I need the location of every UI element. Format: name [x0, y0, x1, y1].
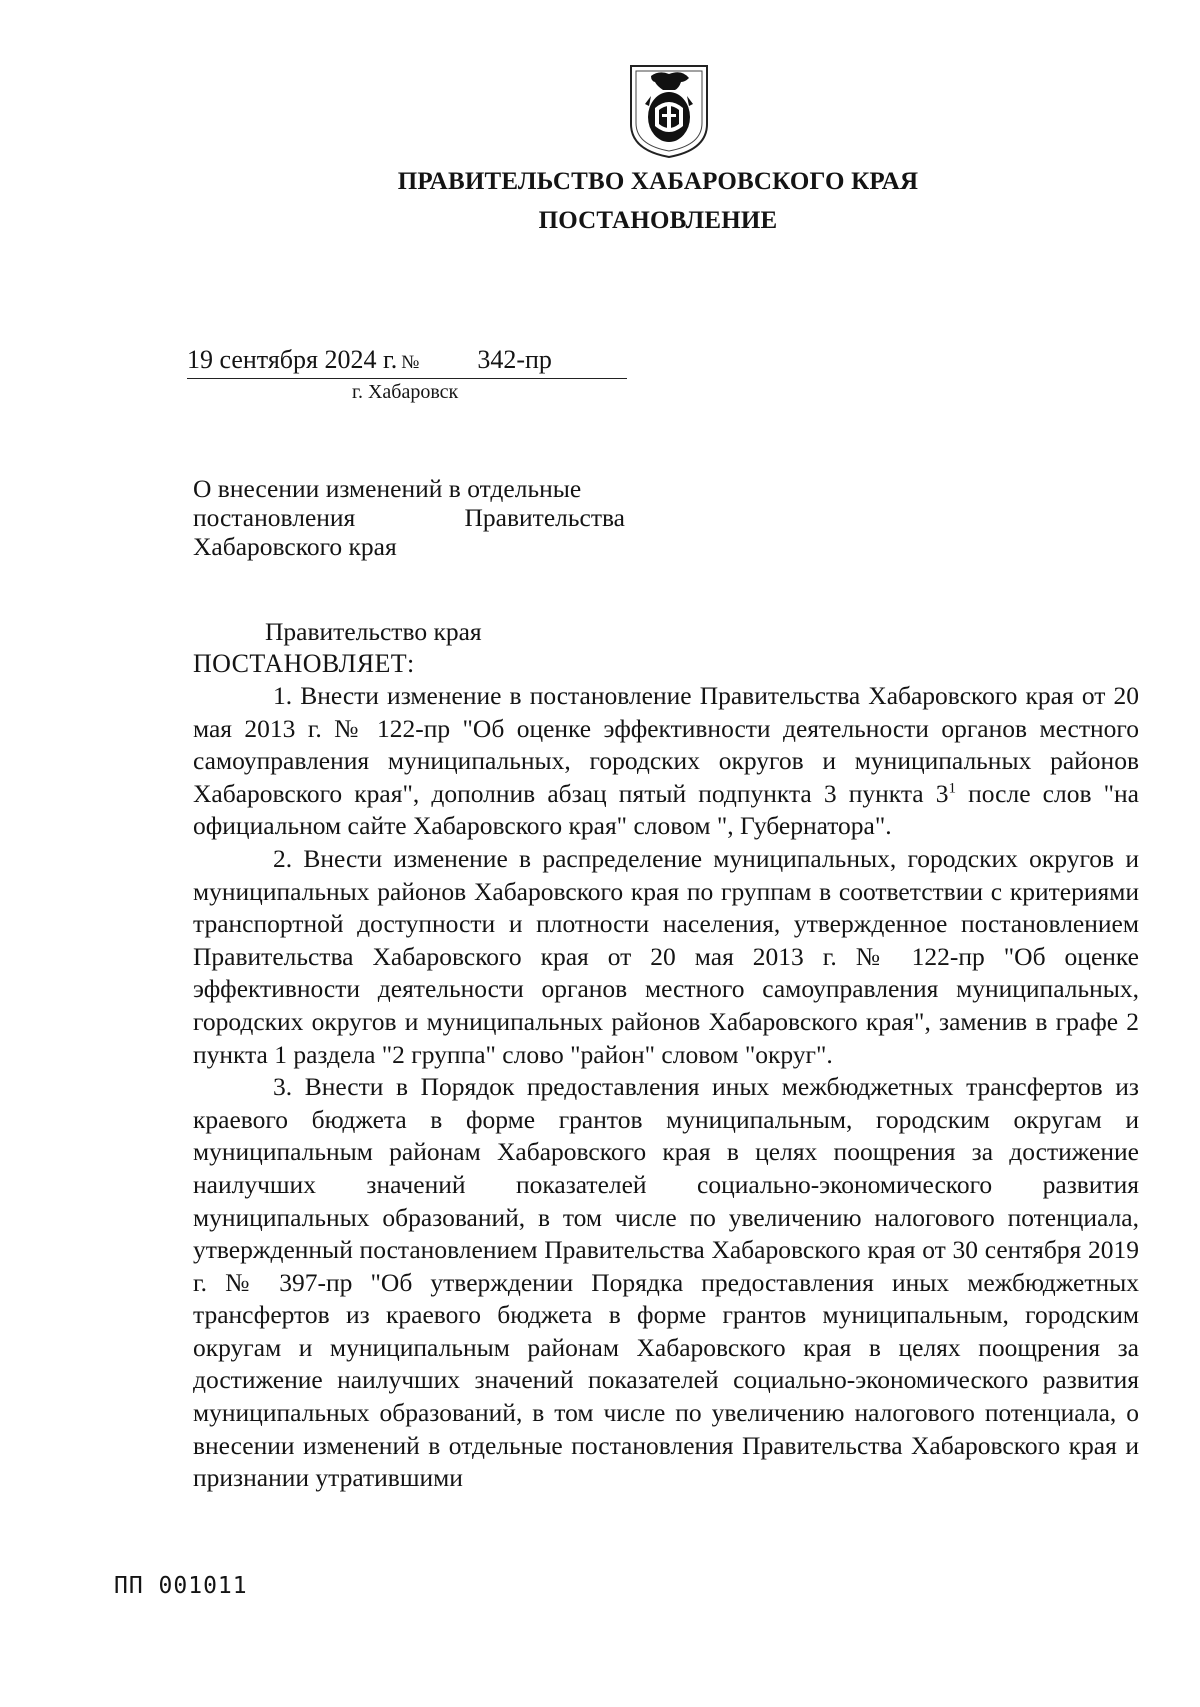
- document-type-title: ПОСТАНОВЛЕНИЕ: [538, 207, 778, 234]
- body-paragraph: 2. Внести изменение в распределение муниципальных, городских округов и муниципальных районов Хабаровского края по группам в соответствии с критериями транспортной доступности и плотности населения, утвержденное постановлением Правительства Хабаровского края от 20 мая 2013 г. № 122-пр "Об оценке эффективности деятельности органов местного самоуправления муниципальных, городских округов и муниципальных районов Хабаровского края", заменив в графе 2 пункта 1 раздела "2 группа" слово "район" словом "округ".: [193, 843, 1139, 1069]
- preamble-government: Правительство края: [265, 617, 482, 646]
- subject-line: [193, 503, 625, 532]
- preamble: [193, 616, 482, 680]
- government-title: ПРАВИТЕЛЬСТВО ХАБАРОВСКОГО КРАЯ: [397, 168, 919, 195]
- superscript: 1: [948, 780, 957, 797]
- document-number: 342-пр: [477, 345, 552, 374]
- dateline-underline: [187, 378, 627, 379]
- document-city: г. Хабаровск: [352, 381, 459, 403]
- document-body: [193, 680, 1139, 1495]
- body-paragraph: [193, 680, 1139, 843]
- subject-word: постановления: [193, 503, 356, 532]
- body-paragraph: 3. Внести в Порядок предоставления иных межбюджетных трансфертов из краевого бюджета в форме грантов муниципальным, городским округам и муниципальным районам Хабаровского края в целях поощрения за достижение наилучших значений показателей социально-экономического развития муниципальных образований, в том числе по увеличению налогового потенциала, утвержденный постановлением Правительства Хабаровского края от 30 сентября 2019 г. № 397-пр "Об утверждении Порядка предоставления иных межбюджетных трансфертов из краевого бюджета в форме грантов муниципальным, городским округам и муниципальным районам Хабаровского края в целях поощрения за достижение наилучших значений показателей социально-экономического развития муниципальных образований, в том числе по увеличению налогового потенциала, о внесении изменений в отдельные постановления Правительства Хабаровского края и признании утратившими: [193, 1072, 1139, 1493]
- form-code: ПП 001011: [114, 1573, 248, 1599]
- document-subject: [193, 474, 625, 561]
- number-sign: №: [401, 352, 420, 373]
- document-date: 19 сентября 2024 г.: [187, 345, 398, 374]
- paragraph-text: 1. Внести изменение в постановление Правительства Хабаровского края от 20 мая 2013 г. № 122-пр "Об оценке эффективности деятельности органов местного самоуправления муниципальных, городских округов и муниципальных районов Хабаровского края", дополнив абзац пятый подпункта 3 пункта 3: [193, 681, 1139, 808]
- subject-word: Правительства: [464, 503, 625, 532]
- subject-line: Хабаровского края: [193, 532, 397, 561]
- coat-of-arms-icon: [627, 62, 711, 160]
- dateline: [187, 345, 552, 375]
- preamble-resolves: ПОСТАНОВЛЯЕТ:: [193, 649, 415, 678]
- subject-line: О внесении изменений в отдельные: [193, 474, 582, 503]
- paragraph-text: после слов "на официальном сайте Хабаровского края" словом ", Губернатора".: [193, 778, 1140, 841]
